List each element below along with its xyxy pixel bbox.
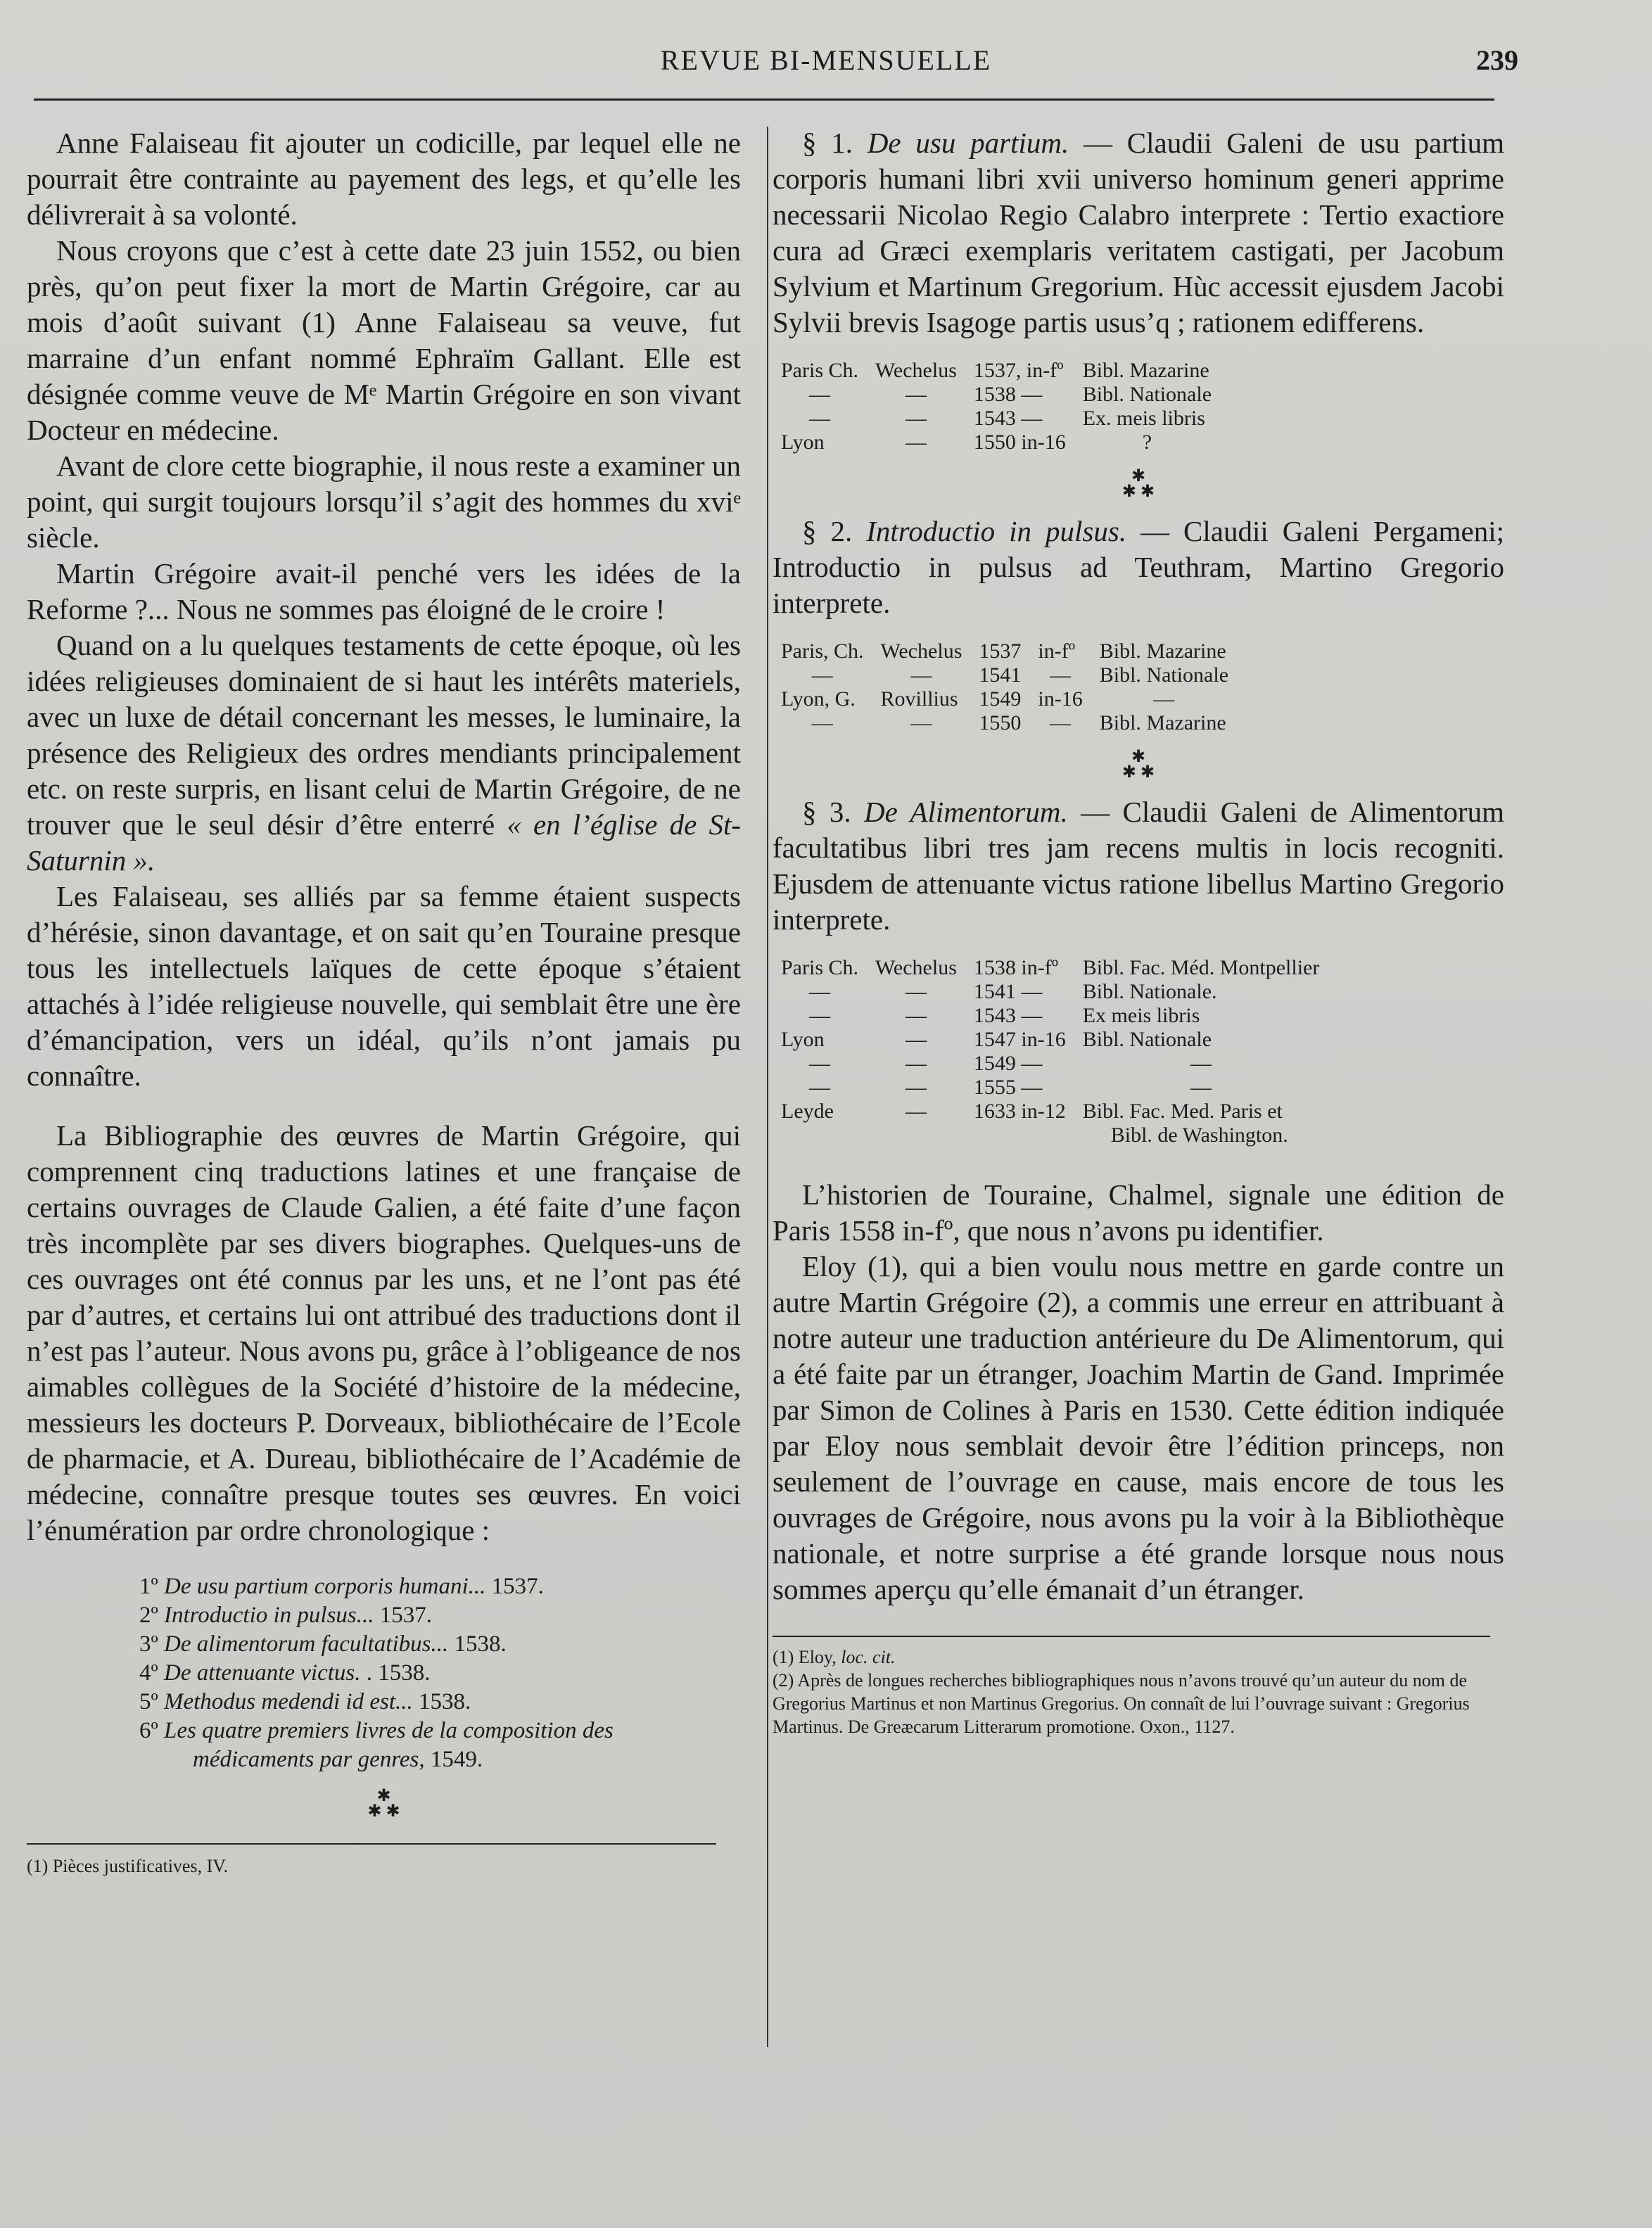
table-cell: Wechelus xyxy=(880,639,962,663)
table-row xyxy=(773,980,1328,1004)
table-cell: Lyon xyxy=(781,431,825,454)
table-cell: Bibl. Mazarine xyxy=(1099,711,1226,734)
table-cell: 1555 — xyxy=(973,1076,1043,1099)
section-text: — Claudii Galeni de usu partium corporis humani libri xvii universo hominum generi apprime necessarii Nicolao Regio Calabro interprete : Tertio exactiore cura ad Græci exemplaris veritatem castigati, per Jacobum Sylvium et Martinum Gregorium. Hùc accessit ejusdem Jacobi Sylvii brevis Isagoge partis usus’q ; rationem edifferens. xyxy=(773,127,1505,338)
table-cell: Ex meis libris xyxy=(1082,1004,1200,1027)
table-cell: — xyxy=(910,663,932,687)
section-1 xyxy=(773,125,1504,499)
table-cell: Bibl. Nationale xyxy=(1099,663,1229,687)
footnote: (2) Après de longues recherches bibliographiques nous n’avons trouvé qu’un auteur du nom de Gregorius Martinus et non Martinus Gregorius. On connaît de lui l’ouvrage suivant : Gregorius Martinus. De Greæcarum Litterarum promotione. Oxon., 1127. xyxy=(773,1670,1470,1737)
table-cell: — xyxy=(1190,1052,1212,1075)
header-rule xyxy=(34,98,1494,101)
table-cell: Bibl. Fac. Med. Paris et xyxy=(1082,1100,1283,1123)
table-cell: — xyxy=(905,431,927,454)
bibliography-table xyxy=(773,639,1237,735)
table-cell: Wechelus xyxy=(875,956,957,979)
paragraph: Martin Grégoire avait-il penché vers les idées de la Reforme ?... Nous ne sommes pas éloigné de le croire ! xyxy=(27,557,741,625)
table-cell: Bibl. Nationale xyxy=(1082,1028,1212,1051)
table-cell: — xyxy=(905,407,927,430)
table-cell: — xyxy=(811,663,833,687)
left-column xyxy=(27,125,741,1878)
table-cell: — xyxy=(905,383,927,406)
paragraph: Nous croyons que c’est à cette date 23 juin 1552, ou bien près, qu’on peut fixer la mort de Martin Grégoire, car au mois d’août suivant (1) Anne Falaiseau sa veuve, fut marraine d’un enfant nommé Ephraïm Gallant. Elle est désignée comme veuve de Mᵉ Martin Grégoire en son vivant Docteur en médecine. xyxy=(27,234,741,446)
paragraph: Les Falaiseau, ses alliés par sa femme étaient suspects d’hérésie, sinon davantage, et on sait qu’en Touraine presque tous les intellectuels laïques de cette époque s’étaient attachés à l’idée religieuse nouvelle, qui semblait être une ère d’émancipation, vers un idéal, qu’ils n’ont jamais pu connaître. xyxy=(27,880,741,1092)
table-cell: Bibl. Fac. Méd. Montpellier xyxy=(1082,956,1320,979)
table-cell: Wechelus xyxy=(875,359,957,382)
table-cell: 1550 in-16 xyxy=(973,431,1066,454)
section-stars: ✱ ✱ ✱ xyxy=(367,1787,400,1821)
table-cell: — xyxy=(809,980,830,1003)
paragraph: La Bibliographie des œuvres de Martin Grégoire, qui comprennent cinq traductions latines et une française de certains ouvrages de Claude Galien, a été faite d’une façon très incomplète par ses divers biographes. Quelques-uns de ces ouvrages ont été connus par les uns, et ne l’ont pas été par d’autres, et certains lui ont attribué des traductions dont il n’est pas l’auteur. Nous avons pu, grâce à l’obligeance de nos aimables collègues de la Société d’histoire de la médecine, messieurs les docteurs P. Dorveaux, bibliothécaire de l’Ecole de pharmacie, et A. Dureau, bibliothécaire de l’Académie de médecine, connaître presque toutes ses œuvres. En voici l’énumération par ordre chronologique : xyxy=(27,1119,741,1546)
table-cell: in-16 xyxy=(1038,687,1083,711)
section-heading: § 3. De Alimentorum. — Claudii Galeni de Alimentorum facultatibus libri tres jam recens multis in locis recogniti. Ejusdem de attenuante victus ratione libellus Martino Gregorio interprete. xyxy=(773,796,1505,936)
table-cell: — xyxy=(905,1004,927,1027)
table-row xyxy=(773,431,1220,454)
table-cell: — xyxy=(809,407,830,430)
table-cell: 1538 in-fº xyxy=(973,956,1059,979)
table-cell: 1550 xyxy=(979,711,1022,734)
table-row xyxy=(773,687,1237,711)
table-cell: 1541 xyxy=(979,663,1022,687)
list-item: 2º Introductio in pulsus... 1537. xyxy=(139,1603,433,1628)
section-heading: § 1. De usu partium. — Claudii Galeni de usu partium corporis humani libri xvii universo hominum generi apprime necessarii Nicolao Regio Calabro interprete : Tertio exactiore cura ad Græci exemplaris veritatem castigati, per Jacobum Sylvium et Martinum Gregorium. Hùc accessit ejusdem Jacobi Sylvii brevis Isagoge partis usus’q ; rationem edifferens. xyxy=(773,127,1505,338)
table-row xyxy=(773,639,1237,663)
table-row xyxy=(773,1100,1328,1123)
table-row xyxy=(773,1052,1328,1076)
spacer xyxy=(27,1094,741,1118)
right-column xyxy=(773,125,1504,1738)
table-cell: — xyxy=(809,1052,830,1075)
table-cell xyxy=(867,1123,965,1147)
section-title: Introductio in pulsus. xyxy=(866,515,1127,547)
section-stars: ✱ ✱ ✱ xyxy=(1122,748,1155,782)
table-cell: in-fº xyxy=(1038,639,1076,663)
table-cell: Ex. meis libris xyxy=(1082,407,1205,430)
table-cell: — xyxy=(1153,687,1175,711)
table-cell: — xyxy=(811,711,833,734)
paragraph-text: Quand on a lu quelques testaments de cette époque, où les idées religieuses dominaient de si haut les intérêts materiels, avec un luxe de détail concernant les messes, le luminaire, la présence des Religieux des ordres mendiants principalement etc. on reste surpris, en lisant celui de Martin Grégoire, de ne trouver que le seul désir d’être enterré xyxy=(27,629,741,841)
table-cell: Lyon xyxy=(781,1028,825,1051)
section-text: — Claudii Galeni Pergameni; Introductio in pulsus ad Teuthram, Martino Gregorio interprete. xyxy=(773,515,1505,619)
paragraph xyxy=(27,628,741,879)
works-list xyxy=(139,1572,741,1774)
table-cell: — xyxy=(809,1004,830,1027)
table-row xyxy=(773,1028,1328,1052)
list-item: 4º De attenuante victus. . 1538. xyxy=(139,1660,431,1686)
table-cell xyxy=(965,1123,1074,1147)
list-item: 3º De alimentorum facultatibus... 1538. xyxy=(139,1631,507,1657)
table-cell: 1538 — xyxy=(973,383,1043,406)
table-cell: — xyxy=(910,711,932,734)
table-row xyxy=(773,711,1237,735)
table-cell: — xyxy=(1050,711,1072,734)
table-cell: 1543 — xyxy=(973,407,1043,430)
paragraph: L’historien de Touraine, Chalmel, signale une édition de Paris 1558 in-fº, que nous n’avons pu identifier. xyxy=(773,1178,1504,1247)
table-row xyxy=(773,1076,1328,1100)
table-cell: 1547 in-16 xyxy=(973,1028,1066,1051)
section-title: De Alimentorum. xyxy=(864,796,1068,828)
table-cell: — xyxy=(905,980,927,1003)
table-cell: — xyxy=(905,1100,927,1123)
table-cell: — xyxy=(1050,663,1072,687)
table-cell: Bibl. Mazarine xyxy=(1099,639,1226,663)
table-cell: Paris Ch. xyxy=(781,956,859,979)
list-item: 6º Les quatre premiers livres de la composition des xyxy=(139,1718,614,1743)
footnote-rule xyxy=(773,1636,1490,1637)
table-cell: ? xyxy=(1142,431,1152,454)
table-cell: — xyxy=(809,1076,830,1099)
section-title: De usu partium. xyxy=(867,127,1069,159)
table-row xyxy=(773,956,1328,980)
spacer xyxy=(773,1153,1504,1177)
page-number: 239 xyxy=(1476,44,1518,76)
running-head xyxy=(42,44,1610,93)
table-cell: Bibl. de Washington. xyxy=(1110,1123,1288,1147)
paragraph: Anne Falaiseau fit ajouter un codicille, par lequel elle ne pourrait être contrainte au payement des legs, et qu’elle les délivrerait à sa volonté. xyxy=(27,127,741,231)
table-cell: Bibl. Nationale xyxy=(1082,383,1212,406)
section-stars: ✱ ✱ ✱ xyxy=(1122,467,1155,501)
table-cell: Bibl. Nationale. xyxy=(1082,980,1217,1003)
table-row xyxy=(773,407,1220,431)
table-row xyxy=(773,1123,1328,1147)
section-text: — Claudii Galeni de Alimentorum facultatibus libri tres jam recens multis in locis recogniti. Ejusdem de attenuante victus ratione libellus Martino Gregorio interprete. xyxy=(773,796,1505,936)
section-heading: § 2. Introductio in pulsus. — Claudii Galeni Pergameni; Introductio in pulsus ad Teuthram, Martino Gregorio interprete. xyxy=(773,515,1505,619)
bibliography-table xyxy=(773,359,1220,454)
table-cell: Lyon, G. xyxy=(781,687,856,711)
table-row xyxy=(773,663,1237,687)
table-cell: 1537 xyxy=(979,639,1022,663)
table-cell: — xyxy=(905,1052,927,1075)
list-item: 1º De usu partium corporis humani... 1537. xyxy=(139,1574,544,1599)
table-cell: 1543 — xyxy=(973,1004,1043,1027)
bibliography-table xyxy=(773,956,1328,1147)
paragraph-quote: « en l’église de St-Saturnin ». xyxy=(27,808,741,877)
running-title: REVUE BI-MENSUELLE xyxy=(660,44,992,76)
table-cell: — xyxy=(1190,1076,1212,1099)
table-cell: Leyde xyxy=(781,1100,834,1123)
list-item: 5º Methodus medendi id est... 1538. xyxy=(139,1689,471,1714)
table-cell: 1541 — xyxy=(973,980,1043,1003)
table-cell: Rovillius xyxy=(880,687,958,711)
section-3 xyxy=(773,794,1504,1147)
paragraph: Avant de clore cette biographie, il nous reste a examiner un point, qui surgit toujours lorsqu’il s’agit des hommes du xviᵉ siècle. xyxy=(27,450,741,554)
footnote: (1) Eloy, loc. cit. xyxy=(773,1647,896,1667)
table-row xyxy=(773,383,1220,407)
column-divider xyxy=(767,127,768,2047)
table-row xyxy=(773,1004,1328,1028)
table-cell: Bibl. Mazarine xyxy=(1082,359,1209,382)
table-cell: Paris, Ch. xyxy=(781,639,864,663)
footnote: (1) Pièces justificatives, IV. xyxy=(27,1856,229,1876)
table-cell: — xyxy=(905,1028,927,1051)
list-item-continued: médicaments par genres, 1549. xyxy=(193,1747,483,1772)
table-cell: 1549 — xyxy=(973,1052,1043,1075)
table-cell: Paris Ch. xyxy=(781,359,859,382)
table-cell: — xyxy=(809,383,830,406)
table-row xyxy=(773,359,1220,383)
table-cell: 1633 in-12 xyxy=(973,1100,1066,1123)
table-cell xyxy=(773,1123,867,1147)
table-cell: — xyxy=(905,1076,927,1099)
section-2 xyxy=(773,514,1504,780)
table-cell: 1549 xyxy=(979,687,1022,711)
paragraph: Eloy (1), qui a bien voulu nous mettre en garde contre un autre Martin Grégoire (2), a commis une erreur en attribuant à notre auteur une traduction antérieure du De Alimentorum, qui a été faite par un étranger, Joachim Martin de Gand. Imprimée par Simon de Colines à Paris en 1530. Cette édition indiquée par Eloy nous semblait devoir être l’édition princeps, non seulement de l’ouvrage en cause, mais encore de tous les ouvrages de Grégoire, nous avons pu la voir à la Bibliothèque nationale, et notre surprise a été grande lorsque nous nous sommes aperçu qu’elle émanait d’un étranger. xyxy=(773,1250,1504,1605)
footnote-rule xyxy=(27,1843,716,1845)
table-cell: 1537, in-fº xyxy=(973,359,1064,382)
